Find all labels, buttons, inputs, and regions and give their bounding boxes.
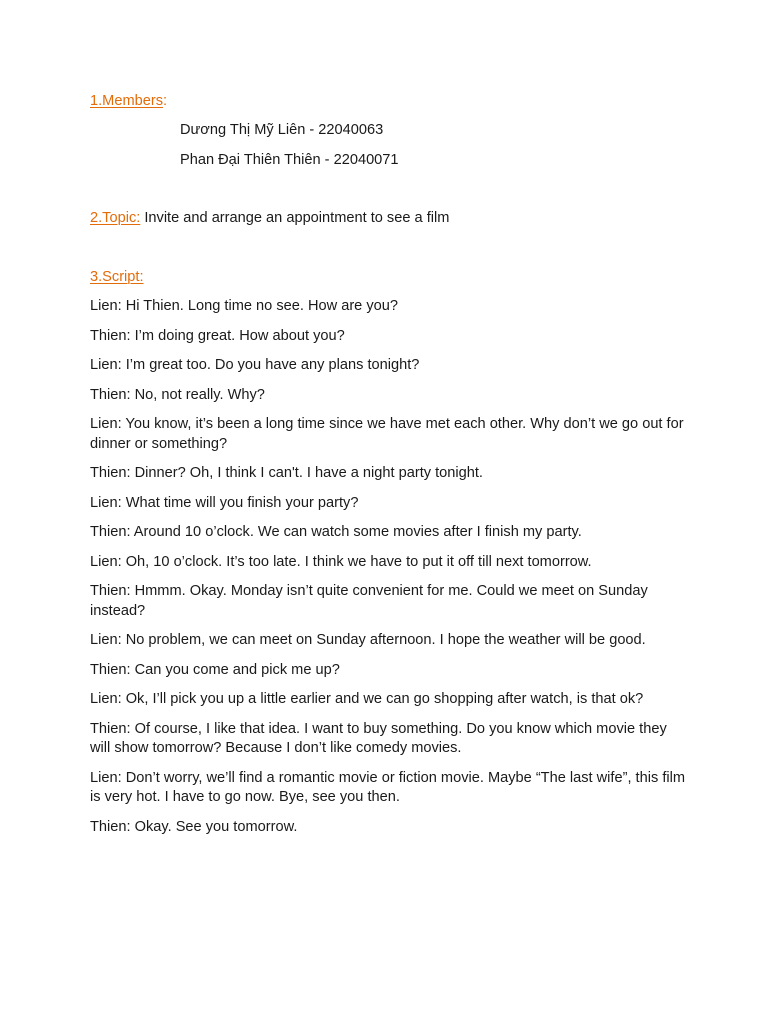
document-body xyxy=(90,92,690,847)
dialogue-line: Lien: Hi Thien. Long time no see. How are you? xyxy=(90,298,399,314)
dialogue-line: Thien: Okay. See you tomorrow. xyxy=(90,818,298,835)
topic-line xyxy=(90,209,690,229)
topic-text: Invite and arrange an appointment to see a film xyxy=(140,210,450,226)
dialogue-line: Thien: No, not really. Why? xyxy=(90,386,265,403)
members-heading xyxy=(90,92,690,112)
topic-heading: 2.Topic: xyxy=(90,210,141,226)
dialogue-line: Thien: Can you come and pick me up? xyxy=(90,661,340,678)
dialogue-line: Thien: Around 10 o’clock. We can watch some movies after I finish my party. xyxy=(90,524,582,540)
member-name: Phan Đại Thiên Thiên - 22040071 xyxy=(180,151,399,168)
dialogue-line: Lien: Don’t worry, we’ll find a romantic movie or fiction movie. Maybe “The last wife”, this film is very hot. I have to go now. Bye, see you then. xyxy=(90,769,686,805)
dialogue-line: Lien: No problem, we can meet on Sunday afternoon. I hope the weather will be good. xyxy=(90,632,646,648)
members-heading-label: 1.Members xyxy=(90,93,163,109)
dialogue-line: Thien: I’m doing great. How about you? xyxy=(90,327,345,344)
dialogue-line: Lien: What time will you finish your party? xyxy=(90,494,359,511)
dialogue-line: Lien: You know, it’s been a long time since we have met each other. Why don’t we go out for dinner or something? xyxy=(90,416,684,452)
script-dialogue xyxy=(90,297,690,837)
script-heading: 3.Script: xyxy=(90,268,144,285)
dialogue-line: Thien: Hmmm. Okay. Monday isn’t quite convenient for me. Could we meet on Sunday instead? xyxy=(90,583,648,619)
script-heading-line xyxy=(90,268,690,288)
member-name: Dương Thị Mỹ Liên - 22040063 xyxy=(180,122,384,138)
dialogue-line: Lien: I’m great too. Do you have any plans tonight? xyxy=(90,357,420,373)
dialogue-line: Thien: Dinner? Oh, I think I can't. I have a night party tonight. xyxy=(90,465,483,481)
dialogue-line: Lien: Ok, I’ll pick you up a little earlier and we can go shopping after watch, is that ok? xyxy=(90,691,644,707)
members-list xyxy=(180,121,690,170)
members-heading-colon: : xyxy=(163,93,168,109)
dialogue-line: Lien: Oh, 10 o’clock. It’s too late. I think we have to put it off till next tomorrow. xyxy=(90,553,592,570)
dialogue-line: Thien: Of course, I like that idea. I want to buy something. Do you know which movie they will show tomorrow? Because I don’t like comedy movies. xyxy=(90,720,667,756)
